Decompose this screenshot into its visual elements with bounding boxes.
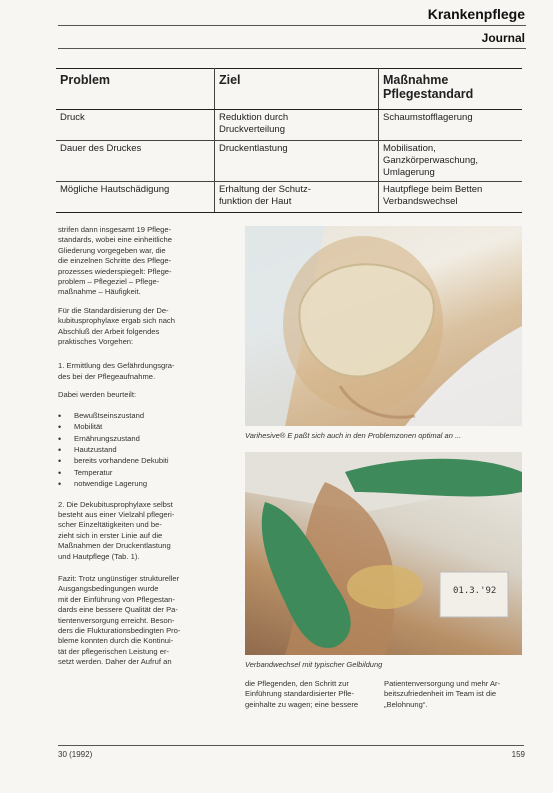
list-item: • Temperatur: [58, 468, 230, 478]
photo-illustration-2: [245, 452, 522, 655]
paragraph: Für die Standardisierung der De- kubitusprophylaxe ergab sich nach Abschluß der Arbeit folgendes praktisches Vorgehen:: [58, 305, 175, 347]
assessment-list: [58, 411, 230, 490]
column-header-goal: Ziel: [215, 69, 379, 110]
photo-caption-1: Varihesive® E paßt sich auch in den Problemzonen optimal an ...: [245, 431, 462, 440]
table-cell: Hautpflege beim Betten Verbandswechsel: [379, 182, 523, 213]
header-rule-top: [58, 25, 526, 26]
header-rule-bottom: [58, 48, 526, 49]
journal-title: Krankenpflege: [427, 6, 525, 22]
table-row: [56, 141, 522, 182]
page-number: 159: [511, 750, 525, 759]
table-cell: Mobilisation, Ganzkörperwaschung, Umlagerung: [379, 141, 523, 182]
table-cell: Druckentlastung: [215, 141, 379, 182]
care-standard-table: [56, 68, 522, 213]
photo-dressing-applied: [245, 226, 522, 426]
list-item: • Ernährungszustand: [58, 434, 230, 444]
paragraph: strifen dann insgesamt 19 Pflege- standards, wobei eine einheitliche Gliederung vorgegeben war, die die einzelnen Schritte des Pflege- prozesses wiederspiegelt: Pflege- problem – Pflegeziel – Pflege- maßnahme – Häufigkeit.: [58, 225, 172, 297]
paragraph: 1. Ermittlung des Gefährdungsgra- des bei der Pflegeaufnahme.: [58, 361, 175, 381]
paragraph: Fazit: Trotz ungünstiger struktureller Ausgangsbedingungen wurde mit der Einführung von Pflegestan- dards eine bessere Qualität der Pa- tientenversorgung erreicht. Beson- ders die Flukturationsbedingten Pro- bleme konnten durch die Kontinui- tät der pflegerischen Leistung er- setzt werden. Daher der Aufruf an: [58, 573, 181, 667]
article-column-right: Patientenversorgung und mehr Ar- beitszufriedenheit im Team ist die „Belohnung“.: [384, 679, 501, 709]
table-cell: Mögliche Hautschädigung: [56, 182, 215, 213]
table-cell: Schaumstofflagerung: [379, 110, 523, 141]
paragraph: 2. Die Dekubitusprophylaxe selbst besteht aus einer Vielzahl pflegeri- scher Einzeltätigkeiten und be- zieht sich in erster Linie auf die Maßnahmen der Druckentlastung und Hautpflege (Tab. 1).: [58, 499, 175, 561]
photo-caption-2: Verbandwechsel mit typischer Gelbildung: [245, 660, 383, 669]
date-label: 01.3.'92: [453, 586, 497, 596]
article-column-left: [58, 225, 230, 676]
list-item: • bereits vorhandene Dekubiti: [58, 456, 230, 466]
list-item: • Mobilität: [58, 422, 230, 432]
list-item: • notwendige Lagerung: [58, 479, 230, 489]
table-cell: Erhaltung der Schutz- funktion der Haut: [215, 182, 379, 213]
column-header-measure: Maßnahme Pflegestandard: [379, 69, 523, 110]
footer-volume: 30 (1992): [58, 750, 93, 759]
table-cell: Reduktion durch Druckverteilung: [215, 110, 379, 141]
list-item: • Hautzustand: [58, 445, 230, 455]
photo-dressing-change: [245, 452, 522, 655]
journal-subtitle: Journal: [481, 31, 525, 45]
table-cell: Druck: [56, 110, 215, 141]
table-header-row: [56, 69, 522, 110]
table-row: [56, 110, 522, 141]
photo-illustration-1: [245, 226, 522, 426]
list-item: • Bewußtseinszustand: [58, 411, 230, 421]
article-column-middle: die Pflegenden, den Schritt zur Einführung standardisierter Pfle- geinhalte zu wagen; eine bessere: [245, 679, 359, 709]
table-row: [56, 182, 522, 213]
footer-rule: [58, 745, 524, 746]
column-header-problem: Problem: [56, 69, 215, 110]
paragraph: Dabei werden beurteilt:: [58, 390, 137, 400]
table-cell: Dauer des Druckes: [56, 141, 215, 182]
